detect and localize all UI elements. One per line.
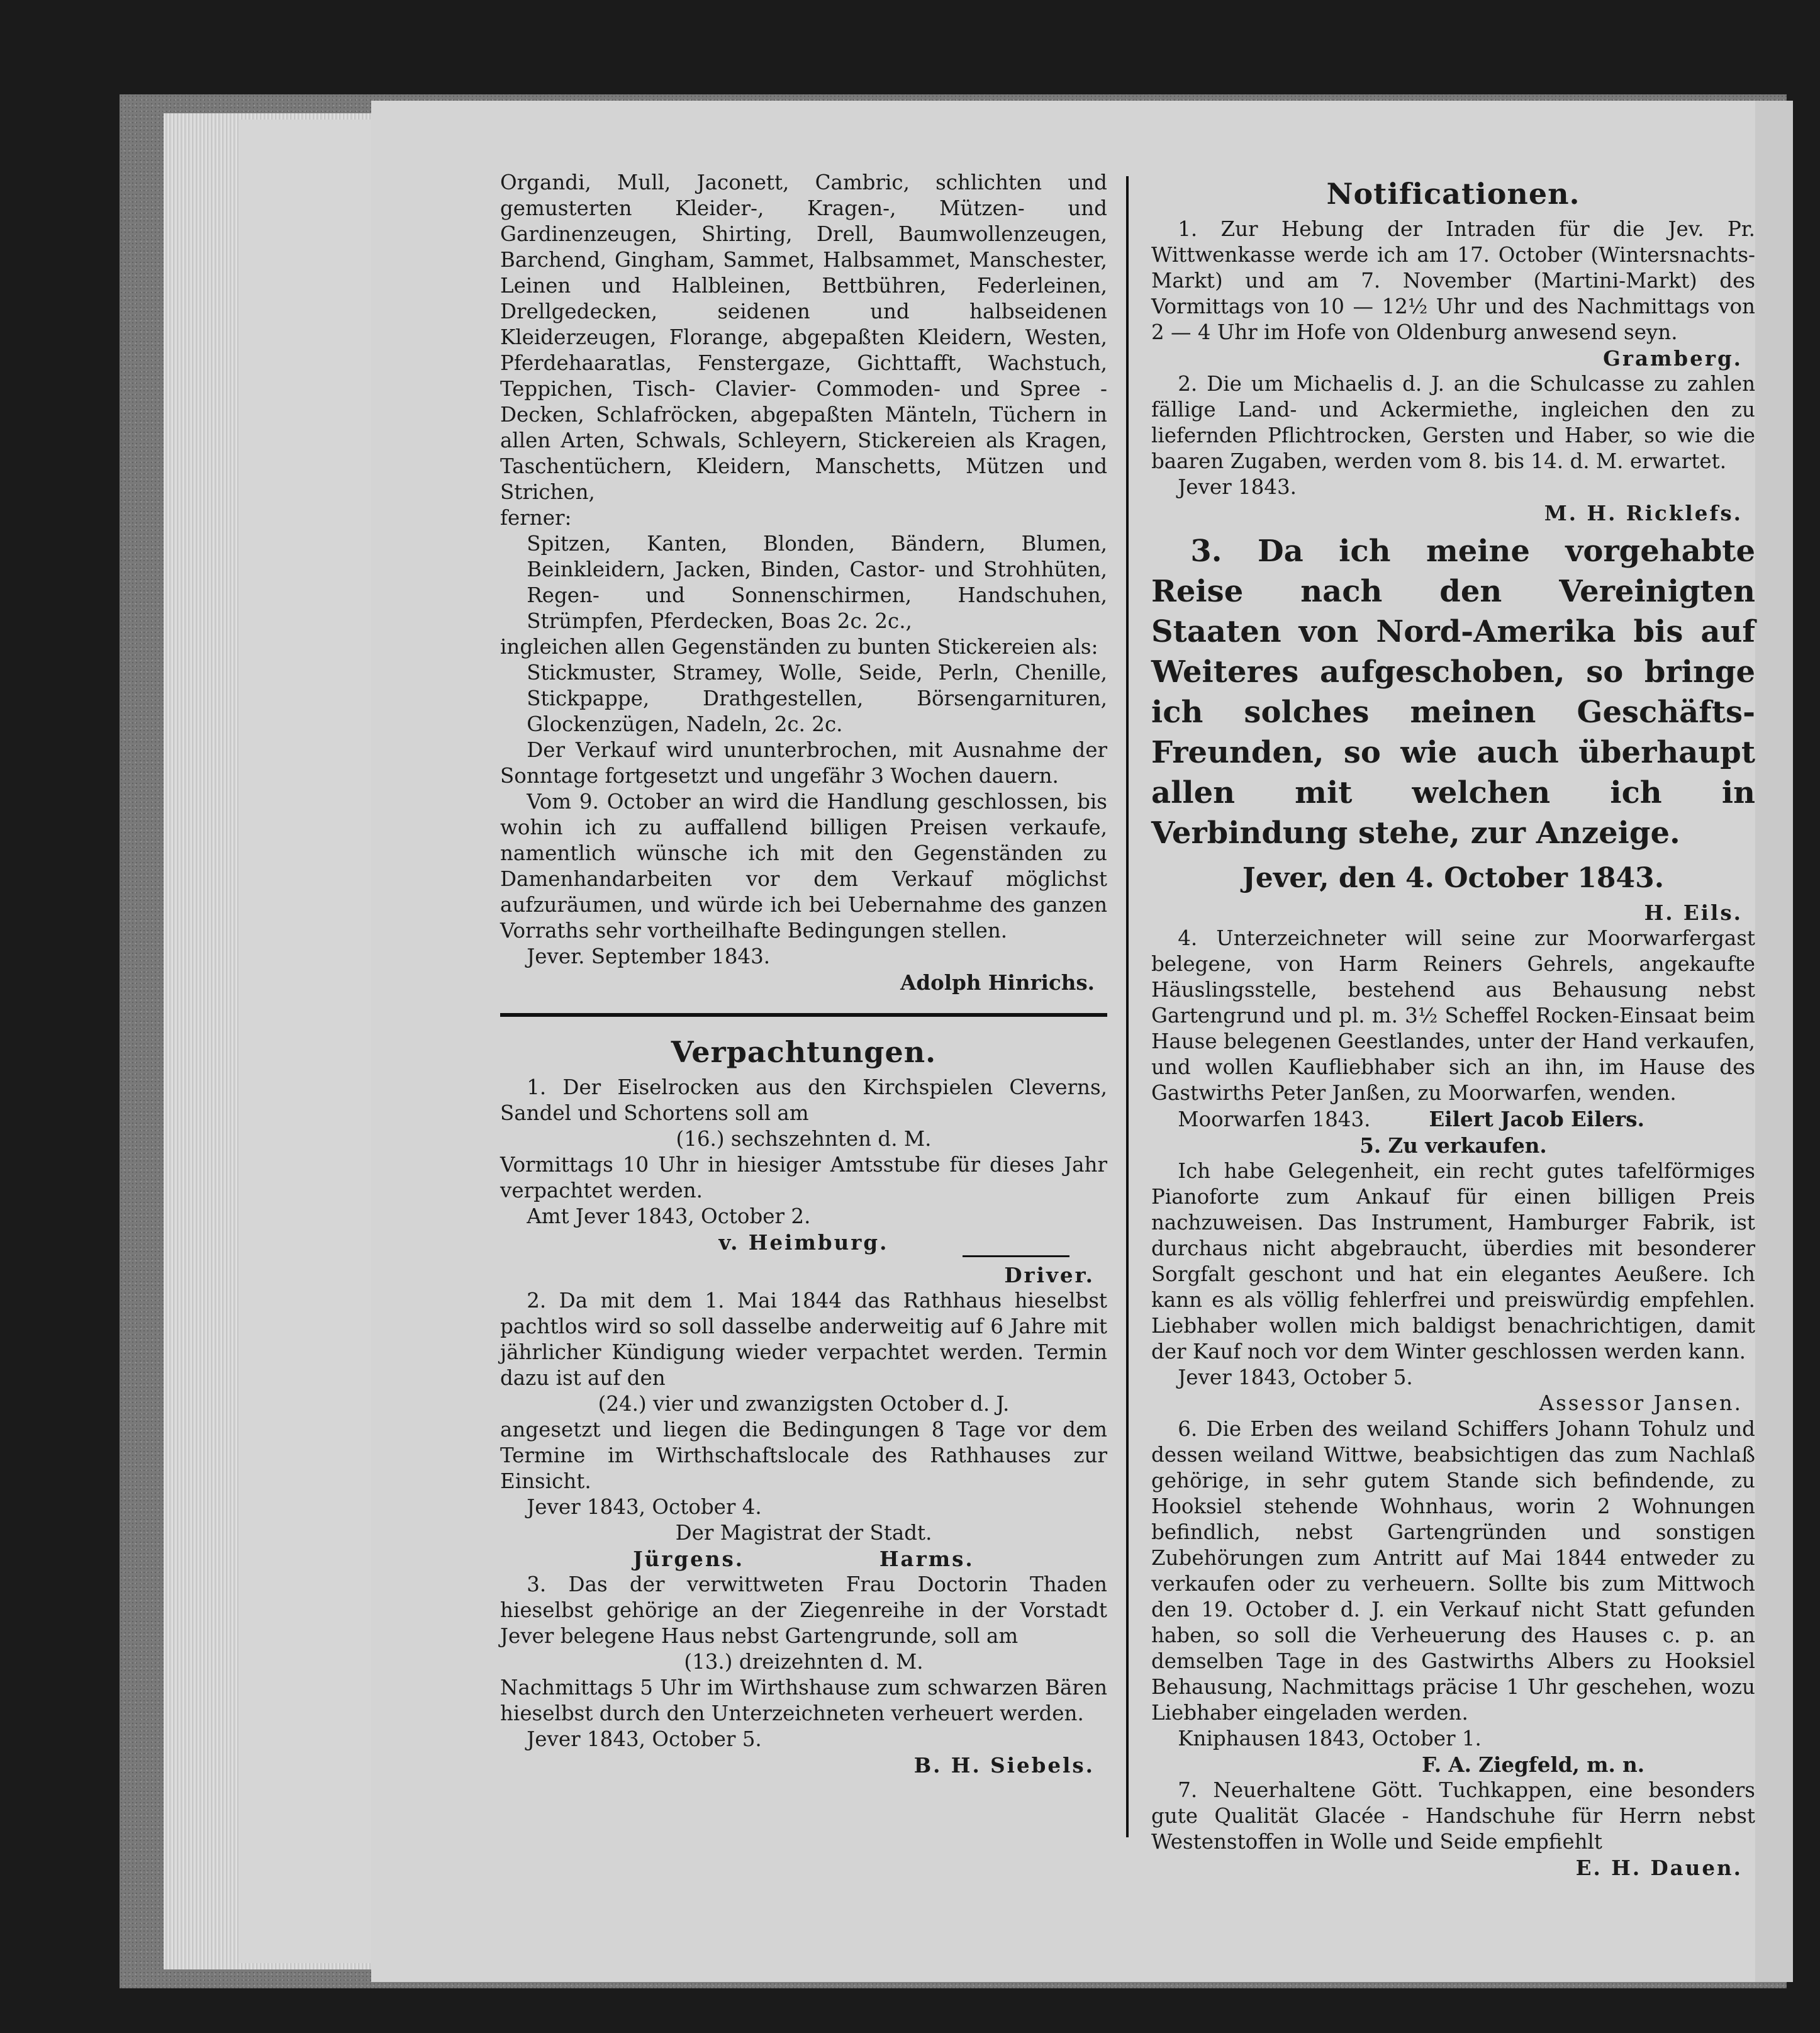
section-divider — [500, 1013, 1107, 1017]
notice-3-text: 3. Da ich meine vorgehabte Reise nach den Vereinigten Staaten von Nord-Amerika bis auf Weiteres aufgeschoben, so bringe ich solches meinen Geschäfts-Freunden, so wie auch überhaupt allen mit welchen ich in Verbindung stehe, zur Anzeige. — [1151, 534, 1755, 851]
lease-3-place: Jever 1843, October 5. — [527, 1727, 762, 1751]
notice-6-text: 6. Die Erben des weiland Schiffers Johann Tohulz und dessen weiland Wittwe, beabsichtigen das zum Nachlaß gehörige, in sehr gutem Stande sich befindende, zu Hooksiel stehende Wohnhaus, worin 2 Wohnungen befindlich, nebst Gartengründen und sonstigen Zubehörungen zum Antritt auf Mai 1844 entweder zu verkaufen oder zu verheuern. Sollte bis zum Mittwoch den 19. October d. J. ein Verkauf nicht Statt gefunden haben, so soll die Verheuerung des Hauses c. p. an demselben Tage in des Gastwirths Albers zu Hooksiel Behausung, Nachmittags präcise 1 Uhr geschehen, wozu Liebhaber eingeladen werden. — [1151, 1417, 1755, 1725]
notice-1-text: 1. Zur Hebung der Intraden für die Jev. Pr. Wittwenkasse werde ich am 17. October (Wintersnachts-Markt) und am 7. November (Martini-Markt) des Vormittags von 10 — 12½ Uhr und des Nachmittags von 2 — 4 Uhr im Hofe von Oldenburg anwesend seyn. — [1151, 217, 1755, 344]
column-rule — [1126, 176, 1129, 1837]
ferner-items: Spitzen, Kanten, Blonden, Bändern, Blumen, Beinkleidern, Jacken, Binden, Castor- und Strohhüten, Regen- und Sonnenschirmen, Handschuhen, Strümpfen, Pferdecken, Boas 2c. 2c., — [527, 532, 1107, 633]
notice-5-text: Ich habe Gelegenheit, ein recht gutes tafelförmiges Pianoforte zum Ankauf für einen billigen Preis nachzuweisen. Das Instrument, Hamburger Fabrik, ist durchaus nicht abgebraucht, überdies mit besonderer Sorgfalt geschont und hat ein elegantes Aeußere. Ich kann es als völlig fehlerfrei und preiswürdig empfehlen. Liebhaber wollen mich baldigst benachrichtigen, damit der Kauf noch vor dem Winter geschlossen werden kann. — [1151, 1159, 1755, 1364]
section-heading-notificationen: Notificationen. — [1326, 177, 1580, 211]
bleed-through-margin — [239, 120, 371, 1963]
notice-2-text: 2. Die um Michaelis d. J. an die Schulcasse zu zahlen fällige Land- und Ackermiethe, ingleichen den zu liefernden Pflichtrocken, Gersten und Haber, so wie die baaren Zugaben, werden vom 8. bis 14. d. M. erwartet. — [1151, 372, 1755, 473]
notice-4-footer — [1151, 1106, 1755, 1133]
notice-2-place: Jever 1843. — [1178, 475, 1297, 499]
next-page-edge — [1755, 101, 1793, 1982]
notice-3-place: Jever, den 4. October 1843. — [1242, 862, 1665, 894]
notice-5-title: 5. Zu verkaufen. — [1359, 1133, 1547, 1158]
signature: Adolph Hinrichs. — [900, 970, 1095, 995]
lease-1-text: 1. Der Eiselrocken aus den Kirchspielen Cleverns, Sandel und Schortens soll am — [500, 1075, 1107, 1125]
notice-7-signature: E. H. Dauen. — [1575, 1856, 1743, 1880]
notice-5-signature: Assessor Jansen. — [1539, 1391, 1743, 1415]
lease-2-rest: angesetzt und liegen die Bedingungen 8 Tage vor dem Termine im Wirthschaftslocale des Rathhauses zur Einsicht. — [500, 1418, 1107, 1493]
notice-3-signature: H. Eils. — [1644, 900, 1743, 925]
notice-6-signature: F. A. Ziegfeld, m. n. — [1422, 1752, 1645, 1777]
lease-1-signature: v. Heimburg. — [718, 1230, 889, 1255]
lease-1-rest: Vormittags 10 Uhr in hiesiger Amtsstube für dieses Jahr verpachtet werden. — [500, 1153, 1107, 1202]
lease-1-date: (16.) sechszehnten d. M. — [676, 1127, 932, 1151]
lease-3-text: 3. Das der verwittweten Frau Doctorin Thaden hieselbst gehörige an der Ziegenreihe in der Vorstadt Jever belegene Haus nebst Gartengrunde, soll am — [500, 1572, 1107, 1648]
lease-3-rest: Nachmittags 5 Uhr im Wirthshause zum schwarzen Bären hieselbst durch den Unterzeichneten verheuert werden. — [500, 1676, 1107, 1725]
notice-1-signature: Gramberg. — [1603, 346, 1743, 371]
signature-rule — [963, 1255, 1069, 1257]
notice-7-text: 7. Neuerhaltene Gött. Tuchkappen, eine besonders gute Qualität Glacée - Handschuhe für Herrn nebst Westenstoffen in Wolle und Seide empfiehlt — [1151, 1778, 1755, 1854]
lease-3-date: (13.) dreizehnten d. M. — [684, 1650, 924, 1674]
lease-3-signature: B. H. Siebels. — [913, 1753, 1095, 1778]
notice-4-text: 4. Unterzeichneter will seine zur Moorwarfergast belegene, von Harm Reiners Gehrels, angekaufte Häuslingsstelle, bestehend aus Behausung nebst Gartengrund und pl. m. 3½ Scheffel Rocken-Einsaat beim Hause belegenen Geestlandes, unter der Hand verkaufen, und wollen Kaufliebhaber sich an ihn, im Hause des Gastwirths Peter Janßen, zu Moorwarfen, wenden. — [1151, 926, 1755, 1105]
lease-2-signatures — [500, 1546, 1107, 1572]
lease-1-place: Amt Jever 1843, October 2. — [527, 1204, 811, 1228]
notice-4-place: Moorwarfen 1843. — [1178, 1107, 1371, 1131]
ferner-label: ferner: — [500, 506, 572, 530]
notice-2-signature: M. H. Ricklefs. — [1544, 501, 1743, 525]
lease-2-org: Der Magistrat der Stadt. — [675, 1521, 932, 1545]
lease-2-signature-a: Jürgens. — [633, 1547, 745, 1571]
lease-2-text: 2. Da mit dem 1. Mai 1844 das Rathhaus hieselbst pachtlos wird so soll dasselbe anderweitig auf 6 Jahre mit jährlicher Kündigung wieder verpachtet werden. Termin dazu ist auf den — [500, 1289, 1107, 1390]
section-heading-verpachtungen: Verpachtungen. — [671, 1035, 937, 1069]
goods-list: Organdi, Mull, Jaconett, Cambric, schlichten und gemusterten Kleider-, Kragen-, Mützen- und Gardinenzeugen, Shirting, Drell, Baumwollenzeugen, Barchend, Gingham, Sammet, Halbsammet, Manschester, Leinen und Halbleinen, Bettbühren, Federleinen, Drellgedecken, seidenen und halbseidenen Kleiderzeugen, Florange, abgepaßten Kleidern, Westen, Pferdehaaratlas, Fenstergaze, Gichttafft, Wachstuch, Teppichen, Tisch- Clavier- Commoden- und Spree - Decken, Schlafröcken, abgepaßten Mänteln, Tüchern in allen Arten, Schwals, Schleyern, Stickereien als Kragen, Taschentüchern, Kleidern, Manschetts, Mützen und Strichen, — [500, 171, 1107, 504]
date-line: Jever. September 1843. — [527, 944, 771, 968]
notice-5-place: Jever 1843, October 5. — [1178, 1365, 1413, 1389]
left-column — [500, 170, 1107, 1778]
notice-6-place: Kniphausen 1843, October 1. — [1178, 1727, 1482, 1750]
closing-notice: Vom 9. October an wird die Handlung geschlossen, bis wohin ich zu auffallend billigen Preisen verkaufe, namentlich wünsche ich mit den Gegenständen zu Damenhandarbeiten vor dem Verkauf möglichst aufzuräumen, und würde ich bei Uebernahme des ganzen Vorraths sehr vortheilhafte Bedingungen stellen. — [500, 790, 1107, 943]
notice-4-signature: Eilert Jacob Eilers. — [1429, 1107, 1644, 1131]
sale-notice: Der Verkauf wird ununterbrochen, mit Ausnahme der Sonntage fortgesetzt und ungefähr 3 Wochen dauern. — [500, 738, 1107, 788]
lease-2-place: Jever 1843, October 4. — [527, 1495, 762, 1519]
lease-1-signature-2: Driver. — [1004, 1263, 1095, 1287]
lease-2-date: (24.) vier und zwanzigsten October d. J. — [598, 1392, 1010, 1416]
lease-2-signature-b: Harms. — [879, 1547, 974, 1571]
ingleichen-text: ingleichen allen Gegenständen zu bunten Stickereien als: — [500, 635, 1098, 659]
right-column — [1151, 170, 1755, 1881]
embroidery-items: Stickmuster, Stramey, Wolle, Seide, Perln, Chenille, Stickpappe, Drathgestellen, Börsengarnituren, Glockenzügen, Nadeln, 2c. 2c. — [527, 661, 1107, 736]
